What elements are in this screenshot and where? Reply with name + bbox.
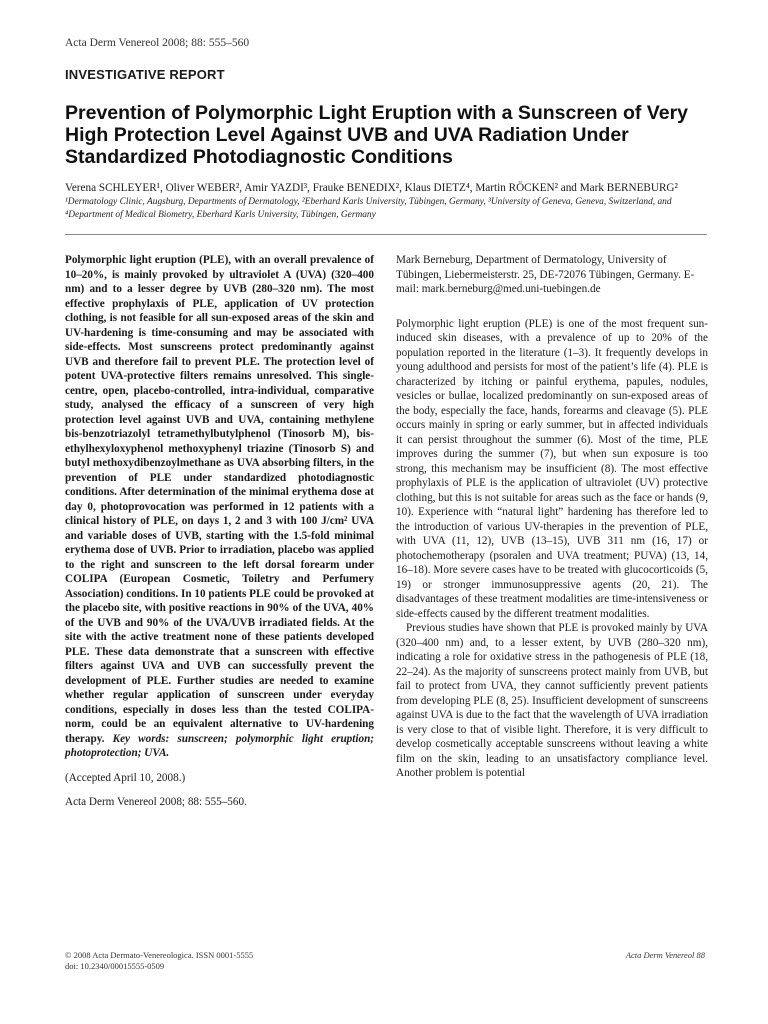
doi: doi: 10.2340/00015555-0509: [65, 961, 165, 971]
journal-reference: Acta Derm Venereol 2008; 88: 555–560: [65, 37, 250, 49]
footer-left: [65, 950, 253, 972]
citation: Acta Derm Venereol 2008; 88: 555–560.: [65, 796, 247, 808]
abstract: [65, 253, 374, 761]
abstract-column: [65, 253, 374, 810]
body-column: [396, 253, 708, 781]
body-paragraph-2: Previous studies have shown that PLE is provoked mainly by UVA (320–400 nm) and, to a lesser extent, by UVB (280–320 nm), indicating a role for oxidative stress in the pathogenesis of PLE (18, 22–24). As the majority of sunscreens protect mainly from UVB, but fail to protect from UVA, they cannot sufficiently prevent patients from developing PLE (8, 25). Insufficient development of sunscreens against UVA is due to the fact that the wavelength of UVA irradiation is very close to that of visible light. Therefore, it is very difficult to develop cosmetically acceptable sunscreens without leaving a white film on the skin, leading to an unsatisfactory compliance level. Another problem is potential: [396, 622, 708, 779]
keywords-label: Key words:: [112, 732, 170, 745]
affiliations: ¹Dermatology Clinic, Augsburg, Departments of Dermatology, ²Eberhard Karls University, Tübingen, Germany, ³University of Geneva, Geneva, Switzerland, and ⁴Department of Medical Biometry, Eberhard Karls University, Tübingen, Germany: [65, 197, 672, 220]
author-list: Verena SCHLEYER¹, Oliver WEBER², Amir YAZDI³, Frauke BENEDIX², Klaus DIETZ⁴, Martin RÖCKEN² and Mark BERNEBURG²: [65, 182, 678, 194]
accepted-date: (Accepted April 10, 2008.): [65, 771, 186, 784]
copyright-notice: © 2008 Acta Dermato-Venereologica. ISSN 0001-5555: [65, 950, 254, 960]
abstract-text: Polymorphic light eruption (PLE), with an overall prevalence of 10–20%, is mainly provoked by ultraviolet A (UVA) (320–400 nm) and to a lesser degree by UVB (280–320 nm). The most effective prophylaxis of PLE, application of UV protection clothing, is not feasible for all sun-exposed areas of the skin and UV-hardening is time-consuming and may be associated with side-effects. Most sunscreens protect predominantly against UVB and therefore fail to prevent PLE. The protection level of potent UVA-protective filters remains unresolved. This single-centre, open, placebo-controlled, intra-individual, comparative study, analysed the efficacy of a sunscreen of very high protection level against UVB and UVA, containing methylene bis-benzotriazolyl tetramethylbutylphenol (Tinosorb M), bis-ethylhexyloxyphenol methoxyphenyl triazine (Tinosorb S) and butyl methoxydibenzoylmethane as UVA absorbing filters, in the prevention of PLE under standardized photodiagnostic conditions. After determination of the minimal erythema dose at day 0, photoprovocation was performed in 12 patients with a clinical history of PLE, on days 1, 2 and 3 with 100 J/cm² UVA and variable doses of UVB, starting with the 1.5-fold minimal erythema dose of UVB. Prior to irradiation, placebo was applied to the right and sunscreen to the left dorsal forearm under COLIPA (European Cosmetic, Toiletry and Perfumery Association) conditions. In 10 patients PLE could be provoked at the placebo site, with positive reactions in 90% of the UVA, 40% of the UVB and 90% of the UVA/UVB irradiated fields. At the site with the active treatment none of these patients developed PLE. These data demonstrate that a sunscreen with effective filters against UVA and UVB can successfully prevent the development of PLE. Further studies are needed to examine whether regular application of sunscreen under everyday conditions, especially in doses less than the tested COLIPA-norm, could be an equivalent alternative to UV-hardening therapy.: [65, 254, 374, 745]
running-title: Acta Derm Venereol 88: [625, 950, 705, 960]
header-divider: [65, 234, 707, 235]
article-title: Prevention of Polymorphic Light Eruption with a Sunscreen of Very High Protection Level Against UVB and UVA Radiation Under Standardized Photodiagnostic Conditions: [65, 102, 689, 168]
body-paragraph-1: Polymorphic light eruption (PLE) is one of the most frequent sun-induced skin diseases, with a prevalence of up to 20% of the population reported in the literature (1–3). It frequently develops in young adulthood and persists for most of the patient’s life (4). PLE is characterized by itching or painful erythema, papules, nodules, vesicles or bullae, localized predominantly on sun-exposed areas of the body, especially the face, hands, forearms and cleavage (5). PLE occurs mainly in spring or early summer, but in affected individuals it can persist throughout the summer (6). Most of the time, PLE improves during the summer (7), but when sun exposure is too strong, this mechanism may be insufficient (8). The most effective prophylaxis of PLE is the application of ultraviolet (UV) protective clothing, but this is not suitable for areas such as the face or hands (9, 10). Experience with “natural light” hardening has therefore led to the introduction of various UV-therapies in the prevention of PLE, with UVA (11, 12), UVB (13–15), UVB 311 nm (16, 17) or photochemotherapy (psoralen and UVA treatment; PUVA) (13, 14, 16–18). More severe cases have to be treated with glucocorticoids (5, 19) or stronger immunosuppressive agents (20, 21). The disadvantages of these treatment modalities are time-intensiveness or side-effects caused by the different treatment modalities.: [396, 317, 708, 620]
keywords: sunscreen; polymorphic light eruption; photoprotection; UVA.: [65, 732, 375, 759]
section-label: INVESTIGATIVE REPORT: [65, 67, 225, 82]
correspondence: Mark Berneburg, Department of Dermatology, University of Tübingen, Liebermeisterstr. 25, DE-72076 Tübingen, Germany. E-mail: mark.berneburg@med.uni-tuebingen.de: [396, 254, 695, 295]
